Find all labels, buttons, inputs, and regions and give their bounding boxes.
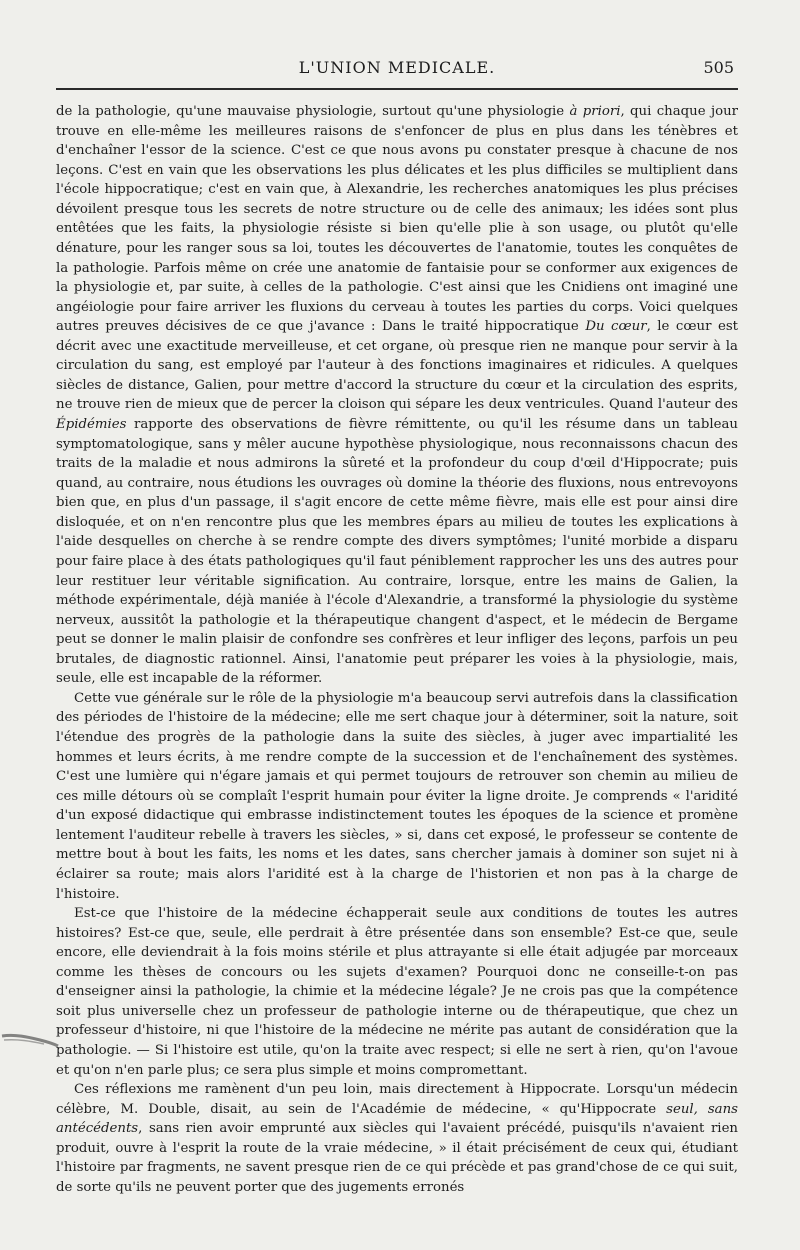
page-number: 505 xyxy=(703,58,734,77)
paragraph xyxy=(56,689,738,904)
article-body xyxy=(56,102,738,1198)
italic-run: Du cœur xyxy=(585,319,647,335)
text-run: , sans rien avoir emprunté aux siècles qui l'avaient précédé, puisqu'ils n'avaient rien produit, ouvre à l'esprit la route de la vraie médecine, » il était précisément de ceux qui, étudiant l'histoire par fragments, ne savent presque rien de ce qui précède et pas grand'chose de ce qui suit, de sorte qu'ils ne peuvent porter que des jugements erronés xyxy=(56,1121,738,1195)
text-run: Est-ce que l'histoire de la médecine échapperait seule aux conditions de toutes les autres histoires? Est-ce que, seule, elle perdrait à être présentée dans son ensemble? Est-ce que, seule encore, elle deviendrait à la fois moins stérile et plus attrayante si elle était adjugée par morceaux comme les thèses de concours ou les sujets d'examen? Pourquoi donc ne conseille-t-on pas d'enseigner ainsi la pathologie, la chimie et la médecine légale? Je ne crois pas que la compétence soit plus universelle chez un professeur de pathologie interne ou de thérapeutique, que chez un professeur d'histoire, ni que l'histoire de la médecine ne mérite pas autant de considération que la pathologie. — Si l'histoire est utile, qu'on la traite avec respect; si elle ne sert à rien, qu'on l'avoue et qu'on n'en parle plus; ce sera plus simple et moins compromettant. xyxy=(56,906,738,1078)
italic-run: Épidémies xyxy=(56,417,127,432)
running-header xyxy=(56,56,738,86)
text-run: de la pathologie, qu'une mauvaise physiologie, surtout qu'une physiologie xyxy=(56,104,570,119)
italic-run: seul, sans antécédents xyxy=(56,1101,738,1137)
text-run: rapporte des observations de fièvre rémittente, ou qu'il les résume dans un tableau symptomatologique, sans y mêler aucune hypothèse physiologique, nous reconnaissons chacun des traits de la maladie et nous admirons la sûreté et la profondeur du coup d'œil d'Hippocrate; puis quand, au contraire, nous étudions les ouvrages où domine la théorie des fluxions, nous entrevoyons bien que, en plus d'un passage, il s'agit encore de cette même fièvre, mais elle est pour ainsi dire disloquée, et on n'en rencontre plus que les membres épars au milieu de toutes les explications à l'aide desquelles on cherche à se rendre compte des divers symptômes; l'unité morbide a disparu pour faire place à des états pathologiques qu'il faut péniblement rapprocher les uns des autres pour leur restituer leur véritable signification. Au contraire, lorsque, entre les mains de Galien, la méthode expérimentale, déjà maniée à l'école d'Alexandrie, a transformé la physiologie du système nerveux, aussitôt la pathologie et la thérapeutique changent d'aspect, et le médecin de Bergame peut se donner le malin plaisir de confondre ses confrères et leur infliger des leçons, parfois un peu brutales, de diagnostic rationnel. Ainsi, l'anatomie peut préparer les voies à la physiologie, mais, seule, elle est incapable de la réformer. xyxy=(56,417,738,687)
italic-run: à priori xyxy=(569,104,621,119)
journal-title: L'UNION MEDICALE. xyxy=(298,58,496,77)
paragraph xyxy=(56,102,738,689)
text-run: Ces réflexions me ramènent d'un peu loin, mais directement à Hippocrate. Lorsqu'un médecin célèbre, M. Double, disait, au sein de l'Académie de médecine, « qu'Hippocrate xyxy=(56,1082,738,1117)
text-run: , le cœur est décrit avec une exactitude merveilleuse, et cet organe, où presque rien ne manque pour servir à la circulation du sang, est employé par l'auteur à des fonctions imaginaires et ridicules. A quelques siècles de distance, Galien, pour mettre d'accord la structure du cœur et la circulation des esprits, ne trouve rien de mieux que de percer la cloison qui sépare les deux ventricules. Quand l'auteur des xyxy=(56,319,738,413)
margin-smudge-mark xyxy=(0,1028,60,1050)
text-run: , qui chaque jour trouve en elle-même les meilleures raisons de s'enfoncer de plus en plus dans les ténèbres et d'enchaîner l'essor de la science. C'est ce que nous avons pu constater presque à chacune de nos leçons. C'est en vain que les observations les plus délicates et les plus difficiles se multiplient dans l'école hippocratique; c'est en vain que, à Alexandrie, les recherches anatomiques les plus précises dévoilent presque tous les secrets de notre structure ou de celle des animaux; les idées sont plus entêtées que les faits, la physiologie résiste si bien qu'elle plie à son usage, ou plutôt qu'elle dénature, pour les ranger sous sa loi, toutes les découvertes de l'anatomie, toutes les conquêtes de la pathologie. Parfois même on crée une anatomie de fantaisie pour se conformer aux exigences de la physiologie et, par suite, à celles de la pathologie. C'est ainsi que les Cnidiens ont imaginé une angéiologie pour faire arriver les fluxions du cerveau à toutes les parties du corps. Voici quelques autres preuves décisives de ce que j'avance : Dans le traité hippocratique xyxy=(56,104,738,335)
text-run: Cette vue générale sur le rôle de la physiologie m'a beaucoup servi autrefois dans la classification des périodes de l'histoire de la médecine; elle me sert chaque jour à déterminer, soit la nature, soit l'étendue des progrès de la pathologie dans la suite des siècles, à juger avec impartialité les hommes et leurs écrits, à me rendre compte de la succession et de l'enchaînement des systèmes. C'est une lumière qui n'égare jamais et qui permet toujours de retrouver son chemin au milieu de ces mille détours où se complaît l'esprit humain pour éviter la ligne droite. Je comprends « l'aridité d'un exposé didactique qui embrasse indistinctement toutes les époques de la science et promène lentement l'auditeur rebelle à travers les siècles, » si, dans cet exposé, le professeur se contente de mettre bout à bout les faits, les noms et les dates, sans chercher jamais à dominer son sujet ni à éclairer sa route; mais alors l'aridité est à la charge de l'historien et non pas à la charge de l'histoire. xyxy=(56,690,738,902)
paragraph xyxy=(56,1080,738,1197)
paragraph xyxy=(56,904,738,1080)
header-rule xyxy=(56,88,738,90)
